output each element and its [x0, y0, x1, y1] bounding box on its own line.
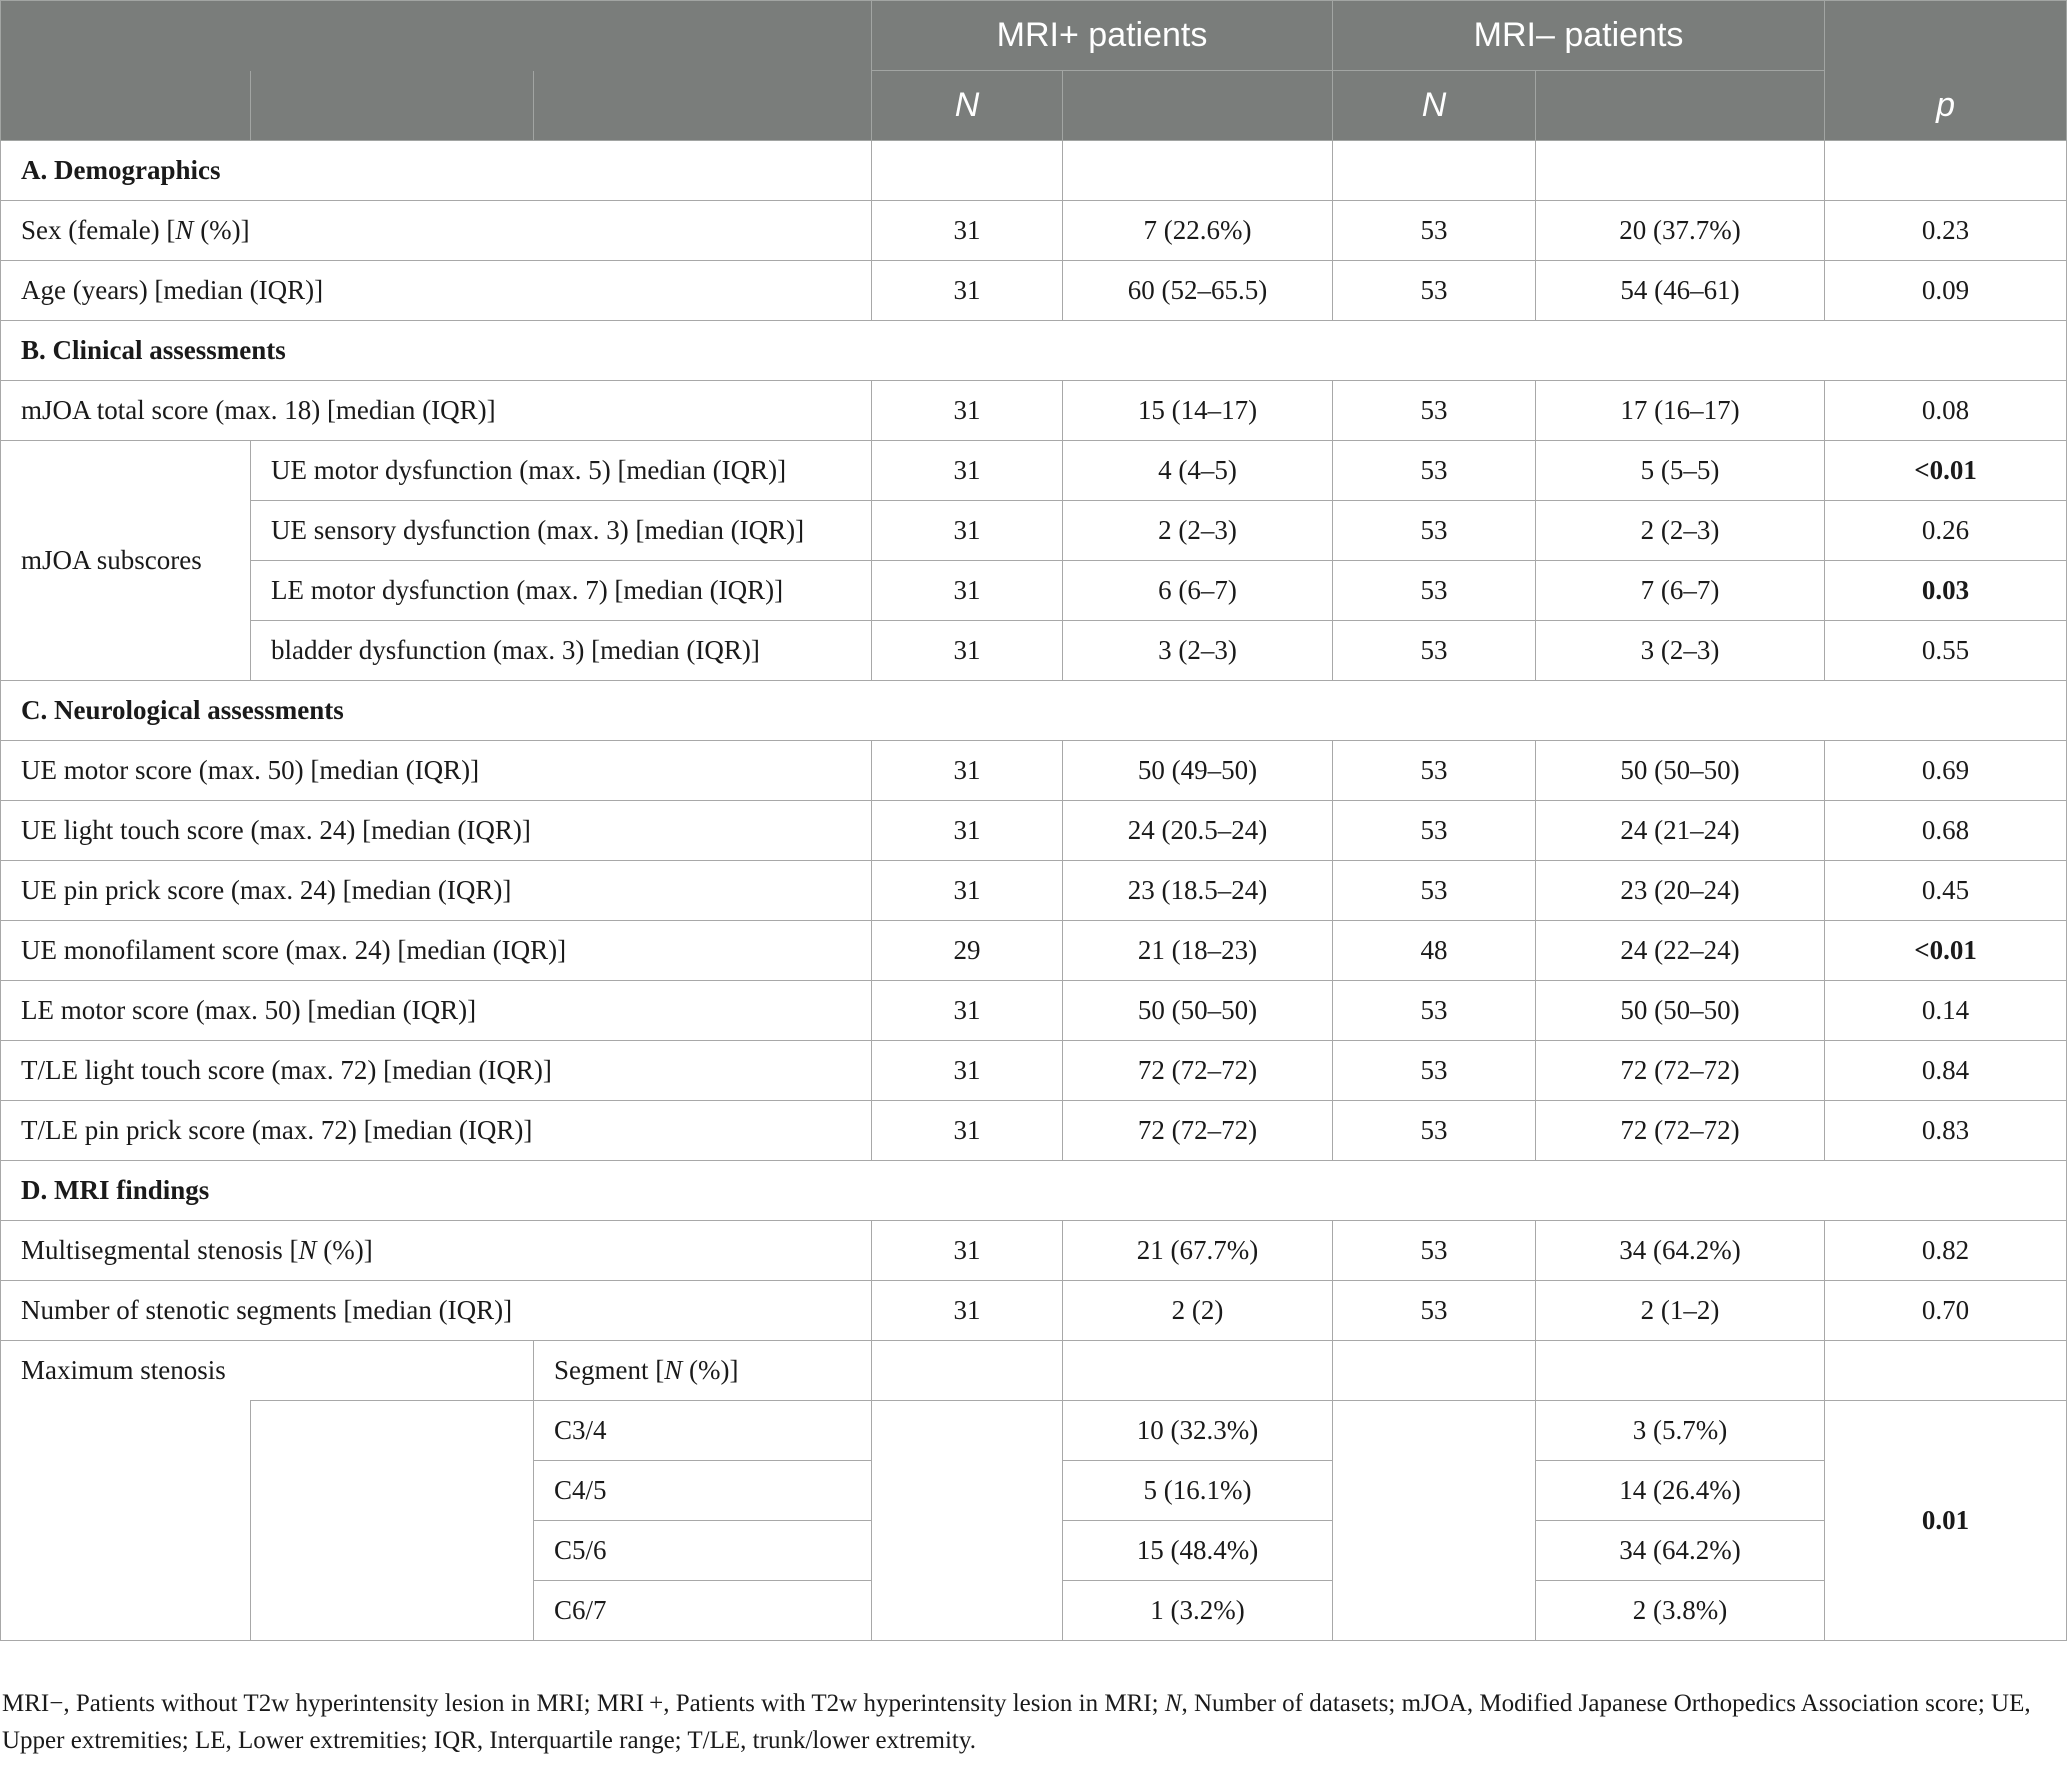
section-neurological: C. Neurological assessments: [1, 681, 2067, 741]
value-mri-positive: 4 (4–5): [1063, 441, 1333, 501]
n-mri-negative: 53: [1333, 441, 1536, 501]
n-mri-positive: 31: [872, 1281, 1063, 1341]
segment-header: Segment [N (%)]: [534, 1341, 872, 1401]
n-mri-positive: 31: [872, 261, 1063, 321]
value-mri-positive: 50 (49–50): [1063, 741, 1333, 801]
value-mri-positive: 5 (16.1%): [1063, 1461, 1333, 1521]
table-row: [1, 1041, 2067, 1101]
value-mri-positive: 1 (3.2%): [1063, 1581, 1333, 1641]
section-mri-findings: D. MRI findings: [1, 1161, 2067, 1221]
value-mri-positive: 6 (6–7): [1063, 561, 1333, 621]
value-mri-negative: 34 (64.2%): [1536, 1221, 1825, 1281]
p-value: 0.82: [1825, 1221, 2067, 1281]
table-row: [1, 1281, 2067, 1341]
table-footnote: MRI−, Patients without T2w hyperintensity lesion in MRI; MRI +, Patients with T2w hyperintensity lesion in MRI; N, Number of datasets; mJOA, Modified Japanese Orthopedics Association score; UE, Upper extremities; LE, Lower extremities; IQR, Interquartile range; T/LE, trunk/lower extremity.: [2, 1690, 2031, 1754]
segment-label: C3/4: [534, 1401, 872, 1461]
table-row: [1, 381, 2067, 441]
header-n-mri-negative: N: [1333, 71, 1536, 141]
header-value-mri-positive: [1063, 71, 1333, 141]
header-blank-3: [534, 71, 872, 141]
value-mri-negative: 50 (50–50): [1536, 981, 1825, 1041]
value-mri-negative: 23 (20–24): [1536, 861, 1825, 921]
row-label: Multisegmental stenosis [N (%)]: [1, 1221, 872, 1281]
row-label: Number of stenotic segments [median (IQR)]: [1, 1281, 872, 1341]
value-mri-negative: 17 (16–17): [1536, 381, 1825, 441]
table-row: [1, 621, 2067, 681]
table-row: [1, 501, 2067, 561]
row-label: LE motor dysfunction (max. 7) [median (IQR)]: [251, 561, 872, 621]
n-mri-negative: 53: [1333, 741, 1536, 801]
section-row: [1, 321, 2067, 381]
p-value: 0.01: [1825, 1401, 2067, 1641]
p-value: 0.08: [1825, 381, 2067, 441]
n-mri-positive: 31: [872, 1041, 1063, 1101]
segment-label: C4/5: [534, 1461, 872, 1521]
n-mri-negative: 53: [1333, 381, 1536, 441]
value-mri-negative: 24 (21–24): [1536, 801, 1825, 861]
row-label: mJOA total score (max. 18) [median (IQR)]: [1, 381, 872, 441]
segment-label: C6/7: [534, 1581, 872, 1641]
section-row: [1, 141, 2067, 201]
value-mri-positive: 72 (72–72): [1063, 1041, 1333, 1101]
value-mri-positive: 3 (2–3): [1063, 621, 1333, 681]
n-mri-negative: 53: [1333, 861, 1536, 921]
p-value: 0.70: [1825, 1281, 2067, 1341]
section-demographics: A. Demographics: [1, 141, 872, 201]
p-value: 0.45: [1825, 861, 2067, 921]
p-value: 0.68: [1825, 801, 2067, 861]
n-mri-positive: 31: [872, 621, 1063, 681]
row-label: Maximum stenosis: [1, 1341, 534, 1401]
value-mri-positive: 60 (52–65.5): [1063, 261, 1333, 321]
p-value: 0.83: [1825, 1101, 2067, 1161]
p-value: 0.23: [1825, 201, 2067, 261]
table-row: [1, 741, 2067, 801]
value-mri-positive: 23 (18.5–24): [1063, 861, 1333, 921]
table-row: [1, 261, 2067, 321]
value-mri-negative: 20 (37.7%): [1536, 201, 1825, 261]
n-mri-positive: 31: [872, 381, 1063, 441]
header-row-groups: [1, 1, 2067, 71]
header-p-value: p: [1825, 71, 2067, 141]
row-label: UE pin prick score (max. 24) [median (IQR)]: [1, 861, 872, 921]
n-mri-negative: 53: [1333, 1281, 1536, 1341]
value-mri-positive: 7 (22.6%): [1063, 201, 1333, 261]
value-mri-positive: 21 (18–23): [1063, 921, 1333, 981]
table-row: [1, 921, 2067, 981]
header-n-mri-positive: N: [872, 71, 1063, 141]
row-label: UE monofilament score (max. 24) [median (IQR)]: [1, 921, 872, 981]
value-mri-negative: 5 (5–5): [1536, 441, 1825, 501]
section-row: [1, 1161, 2067, 1221]
n-mri-positive: 31: [872, 1221, 1063, 1281]
value-mri-positive: 15 (48.4%): [1063, 1521, 1333, 1581]
row-label: UE motor dysfunction (max. 5) [median (IQR)]: [251, 441, 872, 501]
header-mri-negative: MRI– patients: [1333, 1, 1825, 71]
value-mri-positive: 2 (2): [1063, 1281, 1333, 1341]
value-mri-positive: 2 (2–3): [1063, 501, 1333, 561]
n-mri-positive: 29: [872, 921, 1063, 981]
p-value: 0.69: [1825, 741, 2067, 801]
value-mri-negative: 7 (6–7): [1536, 561, 1825, 621]
n-mri-negative: 53: [1333, 801, 1536, 861]
n-mri-positive: 31: [872, 501, 1063, 561]
value-mri-positive: 21 (67.7%): [1063, 1221, 1333, 1281]
header-blank-p: [1825, 1, 2067, 71]
n-mri-negative: 48: [1333, 921, 1536, 981]
table-row: [1, 1341, 2067, 1401]
n-mri-negative: 53: [1333, 981, 1536, 1041]
value-mri-negative: 3 (2–3): [1536, 621, 1825, 681]
value-mri-positive: 50 (50–50): [1063, 981, 1333, 1041]
n-mri-positive: 31: [872, 441, 1063, 501]
value-mri-negative: 3 (5.7%): [1536, 1401, 1825, 1461]
header-mri-positive: MRI+ patients: [872, 1, 1333, 71]
segment-label: C5/6: [534, 1521, 872, 1581]
subscores-group-label: mJOA subscores: [1, 441, 251, 681]
section-clinical: B. Clinical assessments: [1, 321, 2067, 381]
n-mri-positive: 31: [872, 741, 1063, 801]
row-label: T/LE light touch score (max. 72) [median (IQR)]: [1, 1041, 872, 1101]
table-row: [1, 861, 2067, 921]
row-label: UE light touch score (max. 24) [median (IQR)]: [1, 801, 872, 861]
row-label: LE motor score (max. 50) [median (IQR)]: [1, 981, 872, 1041]
value-mri-negative: 2 (1–2): [1536, 1281, 1825, 1341]
table-row: [1, 801, 2067, 861]
n-mri-positive: 31: [872, 561, 1063, 621]
table-row: [1, 981, 2067, 1041]
row-label: Age (years) [median (IQR)]: [1, 261, 872, 321]
value-mri-positive: 72 (72–72): [1063, 1101, 1333, 1161]
row-label: UE motor score (max. 50) [median (IQR)]: [1, 741, 872, 801]
header-blank: [1, 1, 872, 71]
table-row: [1, 1221, 2067, 1281]
table-row: [1, 201, 2067, 261]
value-mri-positive: 15 (14–17): [1063, 381, 1333, 441]
p-value: 0.14: [1825, 981, 2067, 1041]
value-mri-negative: 72 (72–72): [1536, 1101, 1825, 1161]
table-row: [1, 1401, 2067, 1461]
header-blank-1: [1, 71, 251, 141]
row-label: T/LE pin prick score (max. 72) [median (IQR)]: [1, 1101, 872, 1161]
table-row: [1, 561, 2067, 621]
n-mri-negative: 53: [1333, 261, 1536, 321]
p-value: 0.26: [1825, 501, 2067, 561]
value-mri-negative: 34 (64.2%): [1536, 1521, 1825, 1581]
row-label: Sex (female) [N (%)]: [1, 201, 872, 261]
value-mri-negative: 2 (3.8%): [1536, 1581, 1825, 1641]
n-mri-positive: 31: [872, 801, 1063, 861]
p-value: 0.09: [1825, 261, 2067, 321]
n-mri-positive: 31: [872, 861, 1063, 921]
value-mri-negative: 72 (72–72): [1536, 1041, 1825, 1101]
n-mri-negative: 53: [1333, 201, 1536, 261]
table-row: [1, 441, 2067, 501]
p-value: <0.01: [1825, 441, 2067, 501]
header-row-sub: [1, 71, 2067, 141]
header-value-mri-negative: [1536, 71, 1825, 141]
p-value: 0.03: [1825, 561, 2067, 621]
row-label: UE sensory dysfunction (max. 3) [median (IQR)]: [251, 501, 872, 561]
value-mri-negative: 54 (46–61): [1536, 261, 1825, 321]
p-value: 0.55: [1825, 621, 2067, 681]
n-mri-positive: 31: [872, 1101, 1063, 1161]
n-mri-negative: 53: [1333, 621, 1536, 681]
n-mri-positive: 31: [872, 981, 1063, 1041]
section-row: [1, 681, 2067, 741]
n-mri-negative: 53: [1333, 1221, 1536, 1281]
row-label: bladder dysfunction (max. 3) [median (IQR)]: [251, 621, 872, 681]
header-blank-2: [251, 71, 534, 141]
value-mri-negative: 50 (50–50): [1536, 741, 1825, 801]
value-mri-negative: 14 (26.4%): [1536, 1461, 1825, 1521]
table-row: [1, 1101, 2067, 1161]
value-mri-positive: 10 (32.3%): [1063, 1401, 1333, 1461]
n-mri-negative: 53: [1333, 1041, 1536, 1101]
p-value: 0.84: [1825, 1041, 2067, 1101]
n-mri-negative: 53: [1333, 1101, 1536, 1161]
n-mri-negative: 53: [1333, 501, 1536, 561]
value-mri-positive: 24 (20.5–24): [1063, 801, 1333, 861]
n-mri-negative: 53: [1333, 561, 1536, 621]
n-mri-positive: 31: [872, 201, 1063, 261]
value-mri-negative: 24 (22–24): [1536, 921, 1825, 981]
value-mri-negative: 2 (2–3): [1536, 501, 1825, 561]
p-value: <0.01: [1825, 921, 2067, 981]
